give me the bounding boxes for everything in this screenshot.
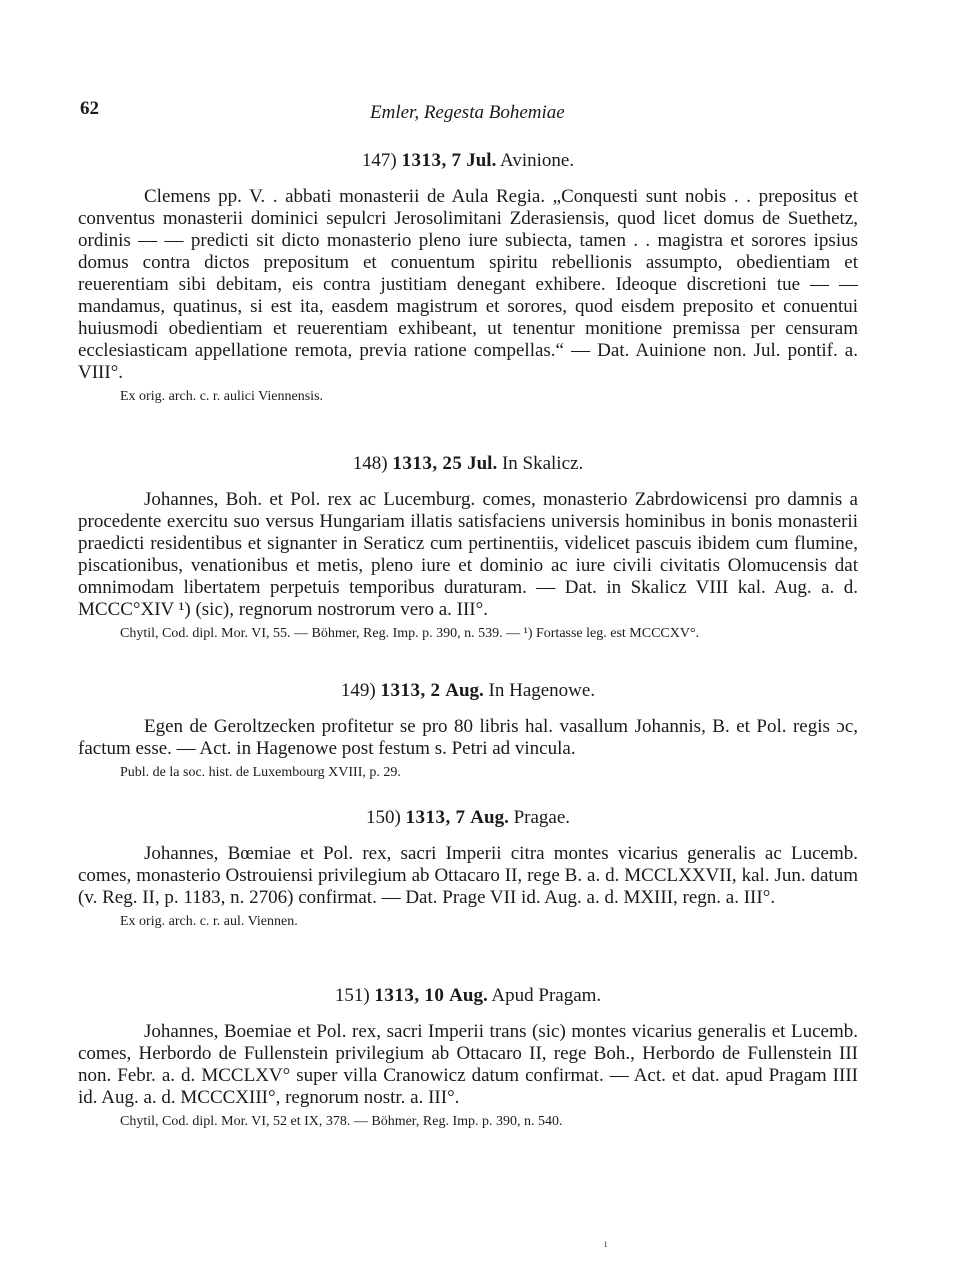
entry-text: Egen de Geroltzecken profitetur se pro 80 libris hal. vasallum Johannis, B. et Pol. regis ɔc, factum esse. — Act. in Hagenowe post festum s. Petri ad vincula. bbox=[78, 716, 858, 759]
entry-source: Chytil, Cod. dipl. Mor. VI, 55. — Böhmer, Reg. Imp. p. 390, n. 539. — ¹) Fortasse leg. est MCCCXV°. bbox=[120, 626, 700, 641]
entry-day: 25 bbox=[442, 453, 463, 474]
entry-heading bbox=[78, 150, 858, 172]
entry-day: 2 bbox=[430, 680, 441, 701]
entry-day: 7 bbox=[455, 807, 466, 828]
entry-source: Chytil, Cod. dipl. Mor. VI, 52 et IX, 378. — Böhmer, Reg. Imp. p. 390, n. 540. bbox=[120, 1114, 563, 1129]
stray-mark: ı bbox=[604, 1236, 608, 1250]
running-title: Emler, Regesta Bohemiae bbox=[370, 102, 565, 123]
regest-entry-148 bbox=[78, 453, 858, 643]
page-header bbox=[80, 98, 860, 128]
entry-place: Pragae. bbox=[513, 807, 571, 828]
entry-text: Clemens pp. V. . abbati monasterii de Aula Regia. „Conquesti sunt nobis . . prepositus et conventus monasterii dominici sepulcri Jerosolimitani Zderasiensis, quod licet domus de Suethetz, ordinis — — predicti sit dicto monasterio pleno iure subiecta, tamen . . magistra et sorores ipsius domus contra dictos prepositum et conuentum spiritu rebellionis assumpto, obedientiam et reuerentiam sibi debitam, eis contra justitiam denegant exhibere. Ideoque discretioni tue — — mandamus, quatinus, si est ita, easdem magistrum et sorores, quod eisdem preposito et conuentui huiusmodi obedientiam et reuerentiam exhibeant, ut tenentur monitione premissa per censuram ecclesiasticam appellatione remota, previa ratione compellas.“ — Dat. Auinione non. Jul. pontif. a. VIII°. bbox=[78, 186, 858, 383]
entry-heading bbox=[78, 807, 858, 829]
entry-text: Johannes, Boh. et Pol. rex ac Lucemburg. comes, monasterio Zabrdowicensi pro damnis a procedente exercitu suo versus Hungariam illatis satisfaciens universis hominibus in bonis monasterii praedicti residentibus et signanter in Seraticz cum pertinentiis, videlicet pascuis ibidem cum flumine, piscationibus, venationibus et metis, pleno iure et dominio ac iure civili civitatis Olomucensis dat omnimodam libertatem perpetuis temporibus duraturam. — Dat. in Skalicz VIII kal. Aug. a. d. MCCC°XIV ¹) (sic), regnorum nostrorum vero a. III°. bbox=[78, 489, 858, 620]
entry-year: 1313, bbox=[380, 680, 426, 701]
entry-place: In Hagenowe. bbox=[488, 680, 596, 701]
entry-text: Johannes, Bœmiae et Pol. rex, sacri Imperii citra montes vicarius generalis ac Lucemb. comes, monasterio Ostrouiensi privilegium ab Ottacaro II, rege B. a. d. MCCLXXVII, kal. Jun. datum (v. Reg. II, p. 1183, n. 2706) confirmat. — Dat. Prage VII id. Aug. a. d. MXIII, regn. a. III°. bbox=[78, 843, 858, 908]
entry-year: 1313, bbox=[401, 150, 447, 171]
entry-place: Apud Pragam. bbox=[491, 985, 602, 1006]
entry-day: 7 bbox=[451, 150, 462, 171]
entry-source: Ex orig. arch. c. r. aulici Viennensis. bbox=[120, 389, 324, 404]
regest-entry-149 bbox=[78, 680, 858, 782]
entry-month: Jul. bbox=[467, 453, 498, 474]
entry-source: Publ. de la soc. hist. de Luxembourg XVIII, p. 29. bbox=[120, 765, 401, 780]
entry-source: Ex orig. arch. c. r. aul. Viennen. bbox=[120, 914, 298, 929]
entry-place: Avinione. bbox=[500, 150, 575, 171]
entry-year: 1313, bbox=[374, 985, 420, 1006]
entry-month: Aug. bbox=[470, 807, 509, 828]
entry-number: 151) bbox=[334, 985, 370, 1006]
entry-place: In Skalicz. bbox=[501, 453, 584, 474]
entry-month: Jul. bbox=[466, 150, 497, 171]
regest-entry-147 bbox=[78, 150, 858, 406]
entry-number: 148) bbox=[352, 453, 388, 474]
entry-year: 1313, bbox=[392, 453, 438, 474]
entry-month: Aug. bbox=[445, 680, 484, 701]
regest-entry-150 bbox=[78, 807, 858, 931]
entry-heading bbox=[78, 985, 858, 1007]
entry-number: 147) bbox=[361, 150, 397, 171]
entry-month: Aug. bbox=[449, 985, 488, 1006]
entry-heading bbox=[78, 453, 858, 475]
entry-text: Johannes, Boemiae et Pol. rex, sacri Imperii trans (sic) montes vicarius generalis et Lucemb. comes, Herbordo de Fullenstein privilegium ab Ottacaro II, rege Boh., Herbordo de Fullenstein III non. Febr. a. d. MCCLXV° super villa Cranowicz datum confirmat. — Act. et dat. apud Pragam IIII id. Aug. a. d. MCCCXIII°, regnorum nostr. a. III°. bbox=[78, 1021, 858, 1108]
entry-number: 149) bbox=[340, 680, 376, 701]
regest-entry-151 bbox=[78, 985, 858, 1131]
entry-number: 150) bbox=[365, 807, 401, 828]
entry-day: 10 bbox=[424, 985, 445, 1006]
entry-year: 1313, bbox=[405, 807, 451, 828]
page-number: 62 bbox=[80, 98, 99, 119]
entry-heading bbox=[78, 680, 858, 702]
